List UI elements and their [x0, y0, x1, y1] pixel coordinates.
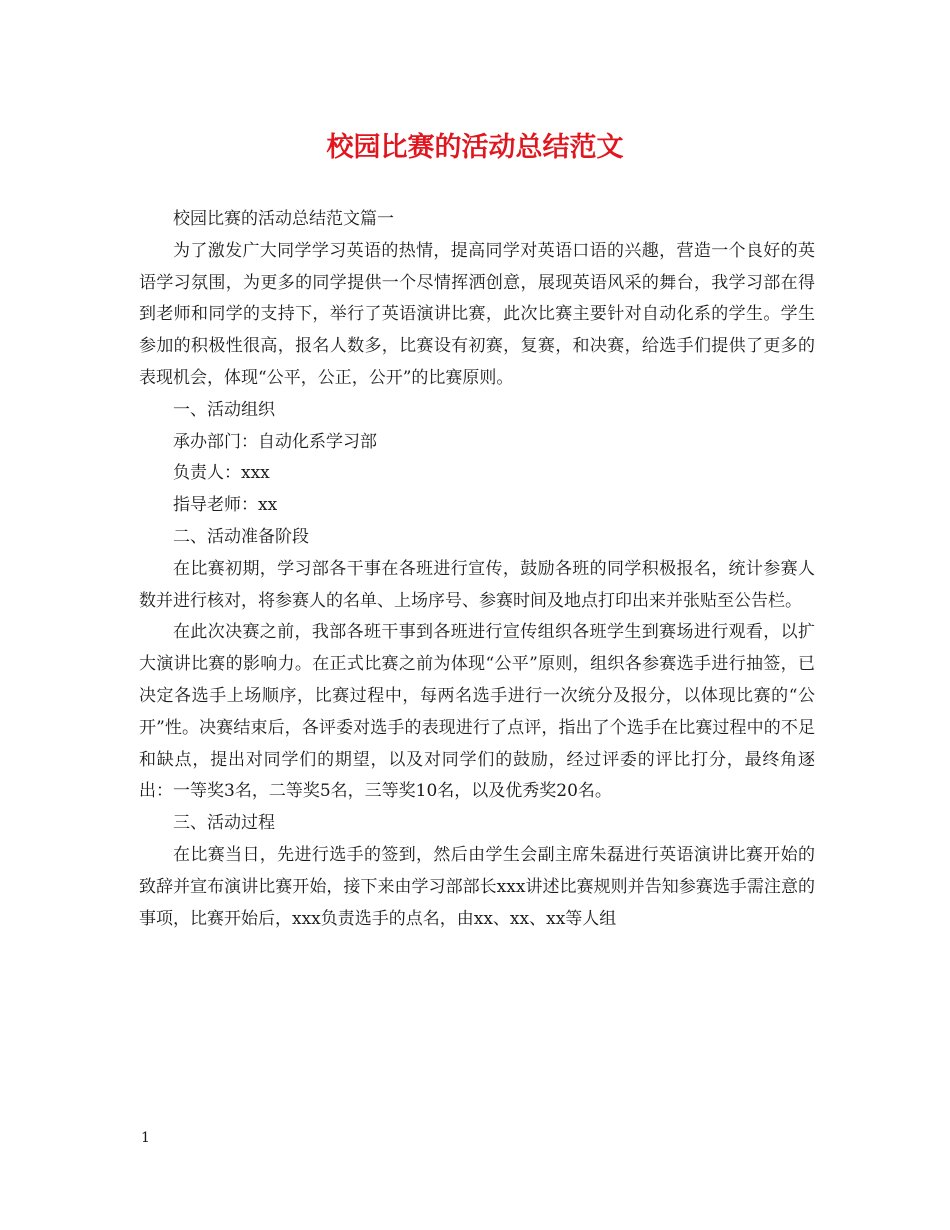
paragraph-department: 承办部门：自动化系学习部	[173, 431, 377, 452]
section-heading-process: 三、活动过程	[173, 813, 275, 834]
document-title: 校园比赛的活动总结范文	[326, 132, 624, 163]
paragraph-process: 在比赛当日，先进行选手的签到，然后由学生会副主席朱磊进行英语演讲比赛开始的致辞并宣布演讲比赛开始，接下来由学习部部长xxx讲述比赛规则并告知参赛选手需注意的事项，比赛开始后，xxx负责选手的点名，由xx、xx、xx等人组	[139, 844, 815, 929]
section-heading-preparation: 二、活动准备阶段	[173, 526, 309, 547]
paragraph-subtitle: 校园比赛的活动总结范文篇一	[173, 209, 394, 229]
paragraph-preparation-1: 在比赛初期，学习部各干事在各班进行宣传，鼓励各班的同学积极报名，统计参赛人数并进行核对，将参赛人的名单、上场序号、参赛时间及地点打印出来并张贴至公告栏。	[139, 558, 815, 611]
page-number: 1	[141, 1130, 150, 1146]
paragraph-preparation-2: 在此次决赛之前，我部各班干事到各班进行宣传组织各班学生到赛场进行观看，以扩大演讲比赛的影响力。在正式比赛之前为体现“公平”原则，组织各参赛选手进行抽签，已决定各选手上场顺序，比赛过程中，每两名选手进行一次统分及报分，以体现比赛的“公开”性。决赛结束后，各评委对选手的表现进行了点评，指出了个选手在比赛过程中的不足和缺点，提出对同学们的期望，以及对同学们的鼓励，经过评委的评比打分，最终角逐出：一等奖3名，二等奖5名，三等奖10名，以及优秀奖20名。	[139, 622, 815, 802]
paragraph-intro: 为了激发广大同学学习英语的热情，提高同学对英语口语的兴趣，营造一个良好的英语学习氛围，为更多的同学提供一个尽情挥洒创意，展现英语风采的舞台，我学习部在得到老师和同学的支持下，举行了英语演讲比赛，此次比赛主要针对自动化系的学生。学生参加的积极性很高，报名人数多，比赛设有初赛，复赛，和决赛，给选手们提供了更多的表现机会，体现“公平，公正，公开”的比赛原则。	[139, 240, 815, 388]
paragraph-person-in-charge: 负责人：xxx	[173, 463, 270, 484]
section-heading-organization: 一、活动组织	[173, 399, 275, 420]
document-body	[139, 204, 815, 935]
paragraph-advisor: 指导老师：xx	[173, 495, 278, 516]
